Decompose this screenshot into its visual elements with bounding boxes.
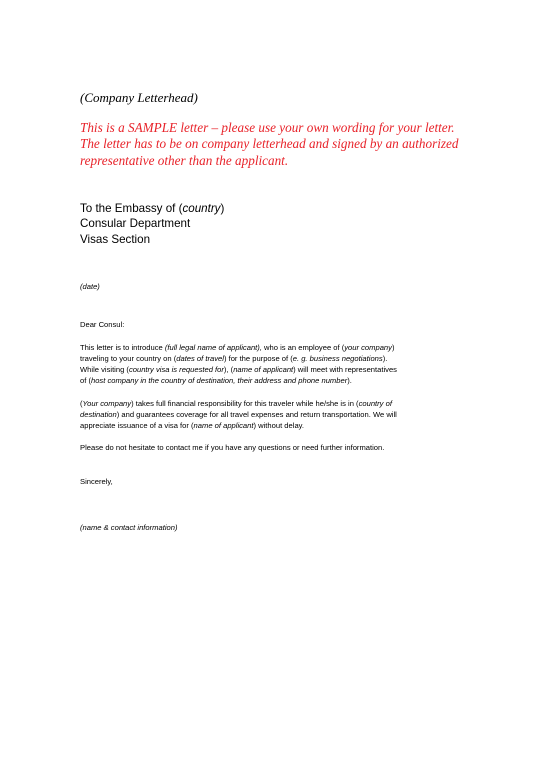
paragraph-line: destination) and guarantees coverage for all travel expenses and return transportation. We will <box>80 409 397 419</box>
date-placeholder: (date) <box>80 282 100 292</box>
address-line-section: Visas Section <box>80 232 151 246</box>
address-line-department: Consular Department <box>80 217 191 231</box>
sample-disclaimer: This is a SAMPLE letter – please use your own wording for your letter. The letter has to be on company letterhead and signed by an authorized representative other than the applicant. <box>80 120 459 168</box>
address-line-embassy: To the Embassy of (country) <box>80 201 225 215</box>
closing: Sincerely, <box>80 477 113 487</box>
country-placeholder: country <box>182 201 221 215</box>
paragraph-line: (Your company) takes full financial responsibility for this traveler while he/she is in (country of <box>80 398 392 408</box>
paragraph-financial-responsibility <box>80 398 475 432</box>
paragraph-line: While visiting (country visa is requested for), (name of applicant) will meet with representatives <box>80 365 397 375</box>
letter-content <box>80 90 475 533</box>
paragraph-line: of (host company in the country of destination, their address and phone number). <box>80 376 352 386</box>
paragraph-line: appreciate issuance of a visa for (name of applicant) without delay. <box>80 421 305 431</box>
paragraph-contact: Please do not hesitate to contact me if you have any questions or need further information. <box>80 443 385 453</box>
letterhead-placeholder: (Company Letterhead) <box>80 90 198 105</box>
paragraph-line: This letter is to introduce (full legal name of applicant), who is an employee of (your company) <box>80 342 395 352</box>
recipient-address <box>80 201 475 248</box>
paragraph-line: traveling to your country on (dates of travel) for the purpose of (e. g. business negotiations). <box>80 354 388 363</box>
salutation: Dear Consul: <box>80 319 125 329</box>
signature-placeholder: (name & contact information) <box>80 522 178 532</box>
paragraph-introduction <box>80 342 475 387</box>
